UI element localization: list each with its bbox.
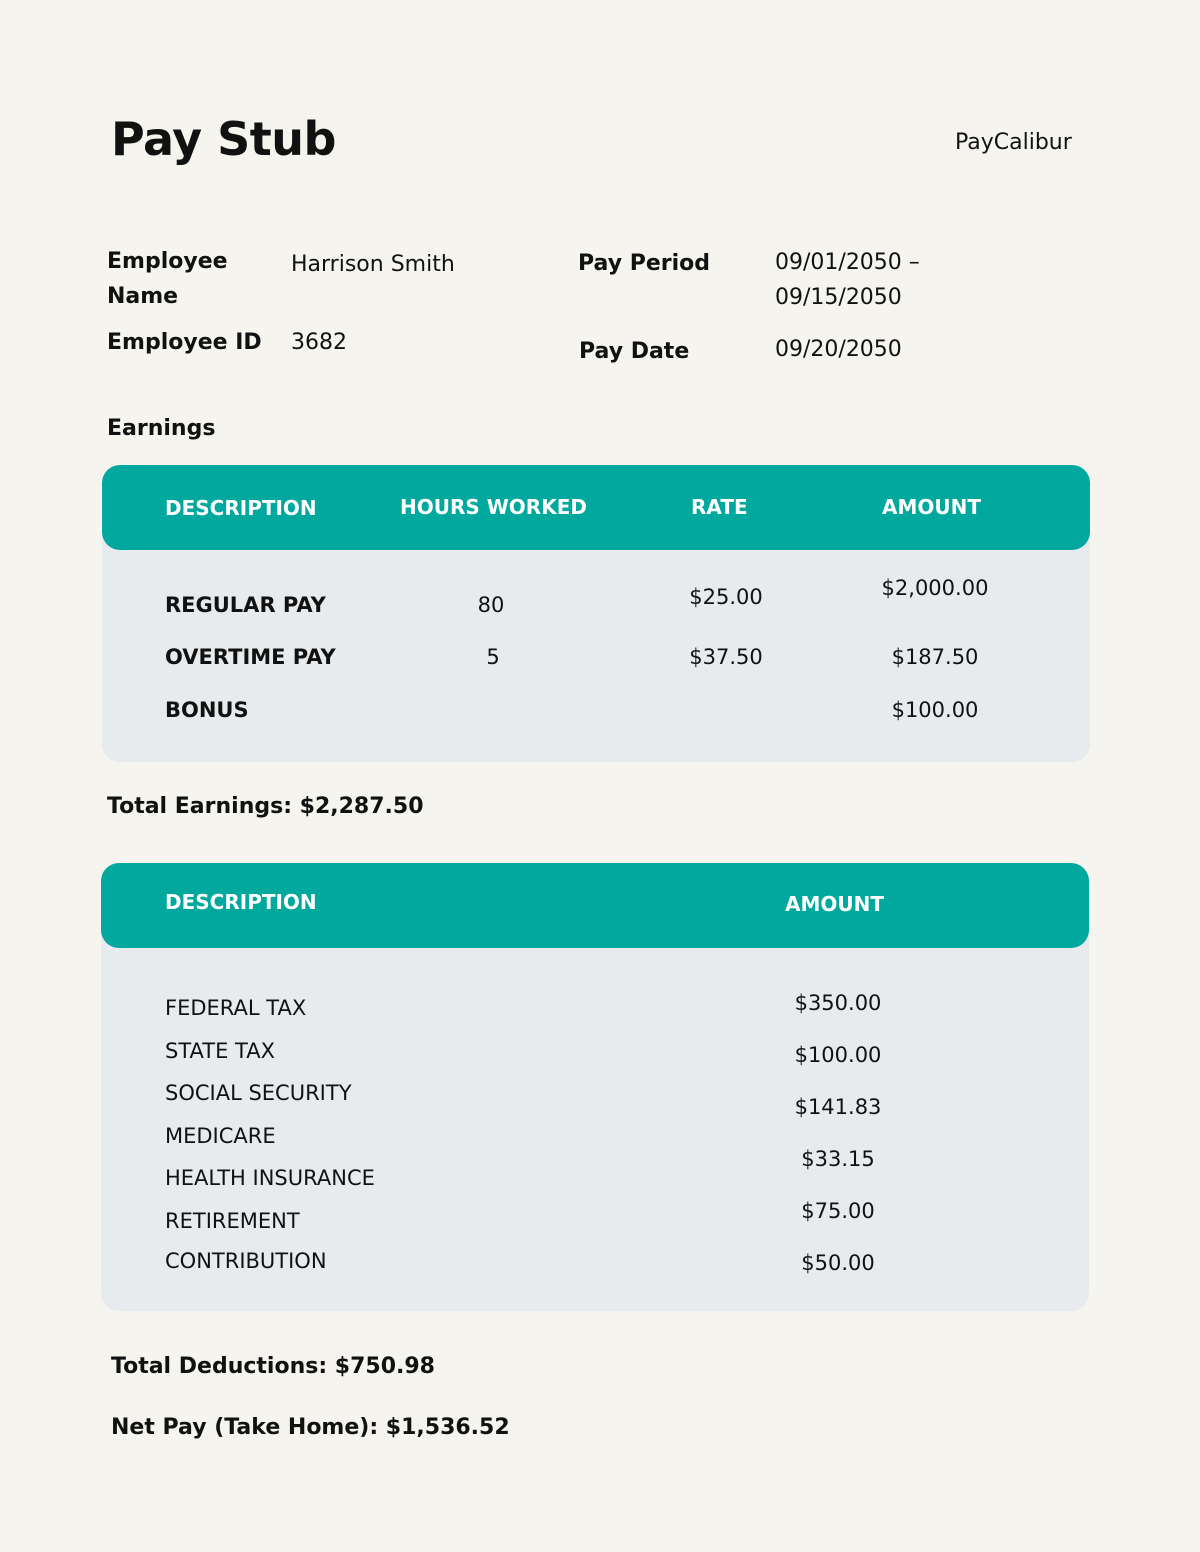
deduction-description: RETIREMENT [165,1209,300,1233]
deduction-description: MEDICARE [165,1124,276,1148]
deduction-amount: $141.83 [794,1095,882,1119]
deductions-table [101,863,1089,1311]
earnings-row-amount: $187.50 [891,645,979,669]
earnings-header-hours: HOURS WORKED [400,495,587,519]
deduction-amount: $100.00 [794,1043,882,1067]
earnings-table-header [102,465,1090,550]
page-title: Pay Stub [111,112,336,166]
pay-period-start: 09/01/2050 – [775,250,920,275]
earnings-header-amount: AMOUNT [882,495,982,519]
earnings-header-rate: RATE [691,495,748,519]
earnings-row-description: BONUS [165,698,249,722]
deduction-amount: $350.00 [794,991,882,1015]
earnings-row-amount: $2,000.00 [881,576,989,600]
pay-period-end: 09/15/2050 [775,285,902,310]
earnings-row-rate: $37.50 [689,645,763,669]
pay-period-label: Pay Period [578,251,710,276]
earnings-row-amount: $100.00 [891,698,979,722]
deductions-header-amount: AMOUNT [785,892,885,916]
employee-name-label: Employee Name [107,249,228,309]
pay-date-value: 09/20/2050 [775,337,902,362]
total-deductions: Total Deductions: $750.98 [111,1354,435,1379]
total-earnings: Total Earnings: $2,287.50 [107,794,424,819]
earnings-row-description: REGULAR PAY [165,593,326,617]
deductions-table-header [101,863,1089,948]
earnings-row-description: OVERTIME PAY [165,645,336,669]
pay-date-label: Pay Date [579,339,690,364]
deduction-amount: $33.15 [801,1147,875,1171]
deduction-description: SOCIAL SECURITY [165,1081,352,1105]
deduction-description: CONTRIBUTION [165,1249,327,1273]
deduction-amount: $75.00 [801,1199,875,1223]
earnings-row-hours: 5 [486,645,500,669]
deduction-amount: $50.00 [801,1251,875,1275]
deduction-description: HEALTH INSURANCE [165,1166,375,1190]
employee-id-value: 3682 [291,330,347,355]
earnings-row-rate: $25.00 [689,585,763,609]
employee-name-value: Harrison Smith [291,252,455,277]
earnings-header-description: DESCRIPTION [165,496,317,520]
brand-name: PayCalibur [955,130,1072,155]
employee-id-label: Employee ID [107,330,262,355]
net-pay: Net Pay (Take Home): $1,536.52 [111,1415,510,1440]
deduction-description: FEDERAL TAX [165,996,307,1020]
deduction-description: STATE TAX [165,1039,275,1063]
deductions-header-description: DESCRIPTION [165,890,317,914]
earnings-row-hours: 80 [477,593,505,617]
earnings-section-title: Earnings [107,416,216,441]
earnings-table [102,465,1090,762]
